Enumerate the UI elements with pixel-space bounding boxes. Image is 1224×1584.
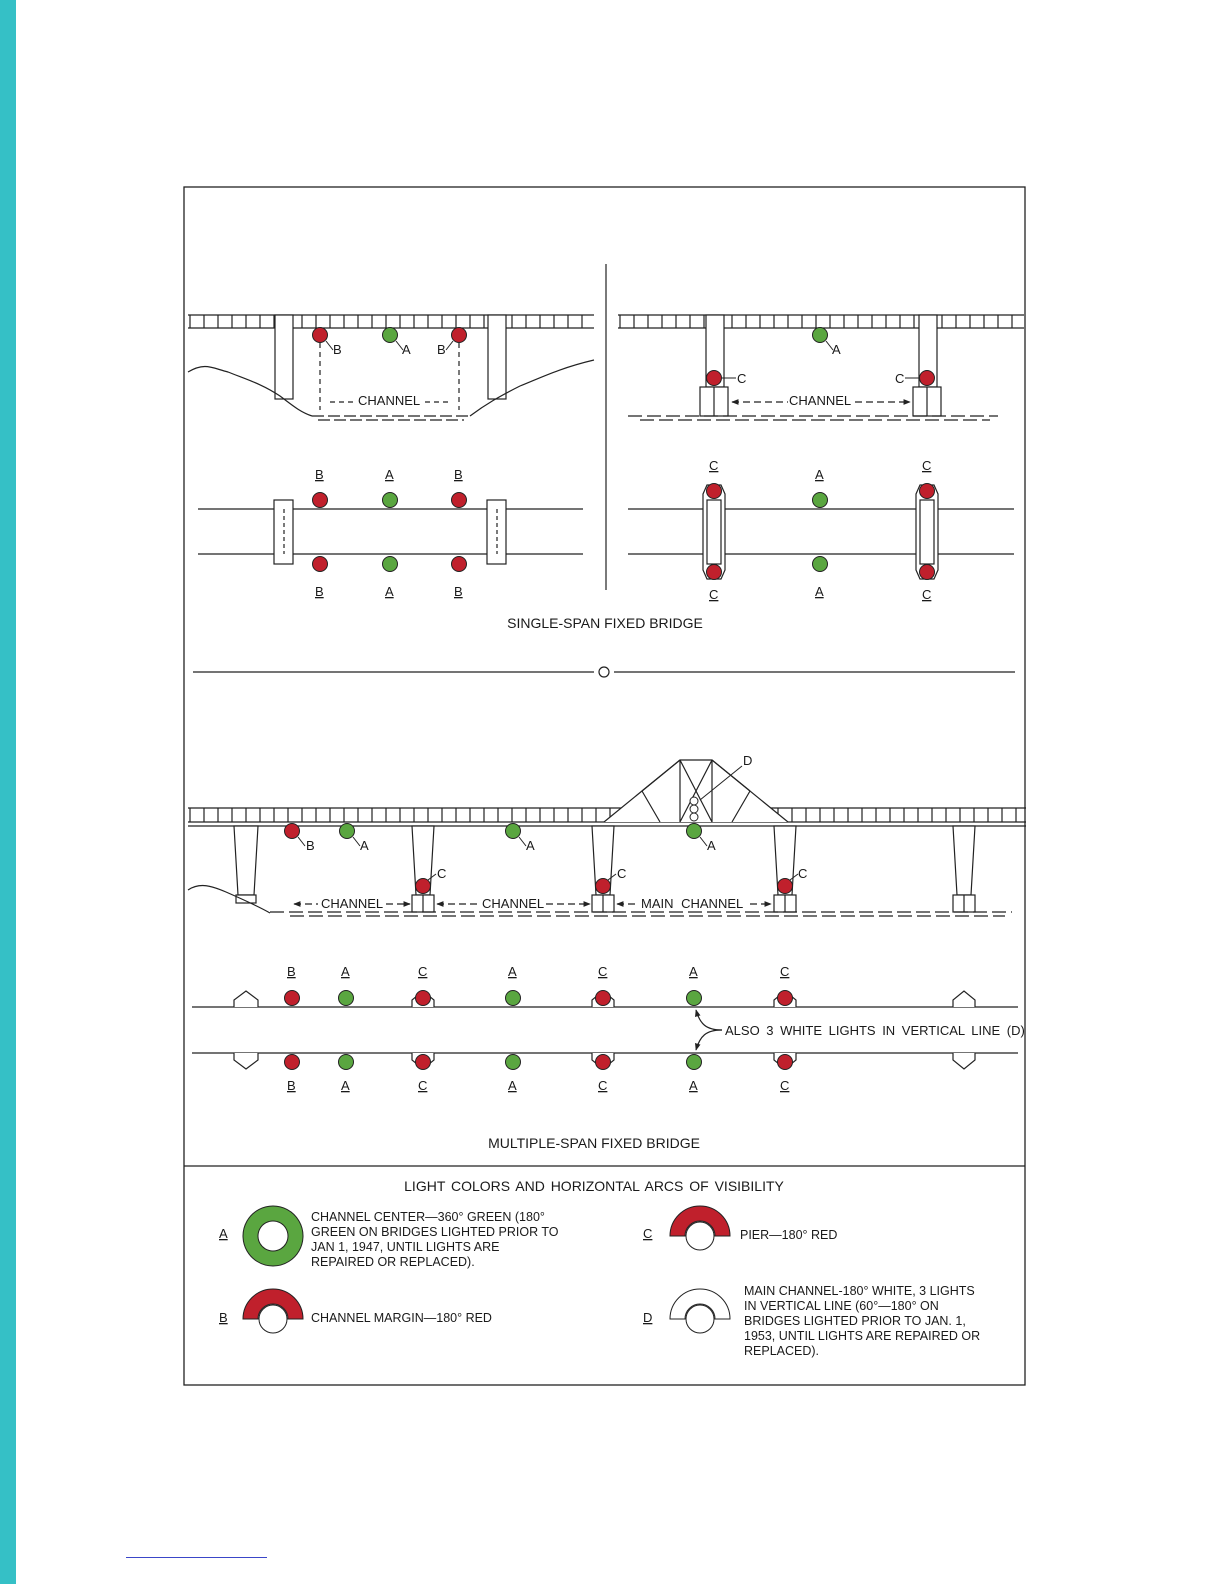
label-b: B <box>306 838 315 853</box>
plan-light-c <box>707 565 722 580</box>
section-separator <box>193 667 1015 677</box>
plan-light-a <box>687 991 702 1006</box>
plan-light-b <box>285 991 300 1006</box>
plan-light-b <box>313 493 328 508</box>
plan-label-c: C <box>780 964 790 979</box>
plan-label-c: C <box>598 964 608 979</box>
plan-light-a <box>339 991 354 1006</box>
ground-left <box>188 886 270 913</box>
label-b: B <box>437 342 446 357</box>
plan-label-a: A <box>815 584 824 599</box>
plan-label-c: C <box>418 1078 428 1093</box>
legend-c-line: PIER—180° RED <box>740 1228 838 1242</box>
label-c: C <box>895 371 905 386</box>
plan-light-b <box>285 1055 300 1070</box>
plan-label-c: C <box>598 1078 608 1093</box>
main-channel-label: MAIN CHANNEL <box>641 896 744 911</box>
light-d-white <box>690 797 698 805</box>
light-c-red <box>416 879 431 894</box>
plan-light-c <box>596 991 611 1006</box>
plan-label-a: A <box>341 964 350 979</box>
legend-letter-c: C <box>643 1226 653 1241</box>
label-c: C <box>617 866 627 881</box>
legend-a-line: CHANNEL CENTER—360° GREEN (180° <box>311 1210 545 1224</box>
light-c-red <box>778 879 793 894</box>
label-a: A <box>832 342 841 357</box>
plan-light-c <box>920 565 935 580</box>
plan-label-c: C <box>780 1078 790 1093</box>
plan-light-b <box>452 493 467 508</box>
plan-light-c <box>707 484 722 499</box>
single-span-labels <box>315 342 931 631</box>
figure-frame <box>184 187 1025 1385</box>
single-span-leaders <box>326 341 919 378</box>
light-c-red <box>596 879 611 894</box>
abutment-right <box>488 315 506 399</box>
right-deck <box>618 315 1024 328</box>
legend-d-line: MAIN CHANNEL-180° WHITE, 3 LIGHTS <box>744 1284 975 1298</box>
plan-light-a <box>383 557 398 572</box>
plan-light-a <box>813 493 828 508</box>
plan-label-a: A <box>689 1078 698 1093</box>
plan-light-c <box>778 991 793 1006</box>
legend-symbol-green-360 <box>243 1206 303 1266</box>
plan-label-a: A <box>815 467 824 482</box>
label-b: B <box>333 342 342 357</box>
label-a: A <box>402 342 411 357</box>
plan-label-b: B <box>454 584 463 599</box>
single-span-section <box>188 264 1024 590</box>
legend-d-line: BRIDGES LIGHTED PRIOR TO JAN. 1, <box>744 1314 966 1328</box>
label-a: A <box>707 838 716 853</box>
label-c: C <box>798 866 808 881</box>
single-span-title: SINGLE-SPAN FIXED BRIDGE <box>507 615 703 631</box>
plan-light-b <box>313 557 328 572</box>
plan-label-a: A <box>385 467 394 482</box>
left-deck <box>188 315 594 328</box>
plan-label-a: A <box>508 1078 517 1093</box>
plan-label-c: C <box>922 458 932 473</box>
legend-letter-a: A <box>219 1226 228 1241</box>
light-b-red <box>313 328 328 343</box>
light-a-green <box>813 328 828 343</box>
footnote-rule <box>126 1557 267 1558</box>
light-b-red <box>452 328 467 343</box>
legend-letter-b: B <box>219 1310 228 1325</box>
light-c-red <box>707 371 722 386</box>
plan-light-a <box>687 1055 702 1070</box>
legend-a-line: GREEN ON BRIDGES LIGHTED PRIOR TO <box>311 1225 559 1239</box>
plan-label-b: B <box>287 964 296 979</box>
legend-symbol-center <box>686 1305 714 1333</box>
light-a-green <box>383 328 398 343</box>
label-a: A <box>360 838 369 853</box>
plan-light-c <box>778 1055 793 1070</box>
label-c: C <box>437 866 447 881</box>
legend-d-line: REPLACED). <box>744 1344 820 1358</box>
channel-label: CHANNEL <box>358 393 421 408</box>
plan-light-c <box>416 991 431 1006</box>
legend-letter-d: D <box>643 1310 653 1325</box>
channel-label: CHANNEL <box>482 896 545 911</box>
plan-light-a <box>813 557 828 572</box>
plan-label-a: A <box>689 964 698 979</box>
plan-light-c <box>920 484 935 499</box>
plan-label-a: A <box>508 964 517 979</box>
label-a: A <box>526 838 535 853</box>
single-span-lights <box>313 328 935 580</box>
legend-b-line: CHANNEL MARGIN—180° RED <box>311 1311 492 1325</box>
light-a-green <box>506 824 521 839</box>
plan-label-c: C <box>922 587 932 602</box>
plan-label-b: B <box>287 1078 296 1093</box>
plan-light-a <box>383 493 398 508</box>
plan-label-b: B <box>315 467 324 482</box>
legend-a-line: JAN 1, 1947, UNTIL LIGHTS ARE <box>311 1240 500 1254</box>
plan-label-b: B <box>454 467 463 482</box>
plan-label-c: C <box>709 587 719 602</box>
multiple-span-title: MULTIPLE-SPAN FIXED BRIDGE <box>488 1135 700 1151</box>
light-b-red <box>285 824 300 839</box>
legend-d-line: 1953, UNTIL LIGHTS ARE REPAIRED OR <box>744 1329 981 1343</box>
plan-light-b <box>452 557 467 572</box>
legend-d-line: IN VERTICAL LINE (60°—180° ON <box>744 1299 939 1313</box>
abutment-left <box>275 315 293 399</box>
label-d: D <box>743 753 753 768</box>
plan-light-a <box>339 1055 354 1070</box>
plan-label-c: C <box>709 458 719 473</box>
plan-light-c <box>596 1055 611 1070</box>
plan-label-a: A <box>385 584 394 599</box>
legend-a-line: REPAIRED OR REPLACED). <box>311 1255 475 1269</box>
plan-light-a <box>506 1055 521 1070</box>
plan-label-a: A <box>341 1078 350 1093</box>
plan-light-a <box>506 991 521 1006</box>
legend-title: LIGHT COLORS AND HORIZONTAL ARCS OF VISIBILITY <box>404 1178 784 1194</box>
legend-symbol-center <box>686 1222 714 1250</box>
light-c-red <box>920 371 935 386</box>
white-lights-note: ALSO 3 WHITE LIGHTS IN VERTICAL LINE (D) <box>725 1023 1025 1038</box>
legend-symbol-center <box>259 1305 287 1333</box>
light-d-white <box>690 805 698 813</box>
light-a-green <box>687 824 702 839</box>
channel-label: CHANNEL <box>321 896 384 911</box>
plan-light-c <box>416 1055 431 1070</box>
legend <box>219 1178 980 1358</box>
channel-label: CHANNEL <box>789 393 852 408</box>
label-c: C <box>737 371 747 386</box>
light-d-white <box>690 813 698 821</box>
plan-label-b: B <box>315 584 324 599</box>
light-a-green <box>340 824 355 839</box>
plan-label-c: C <box>418 964 428 979</box>
